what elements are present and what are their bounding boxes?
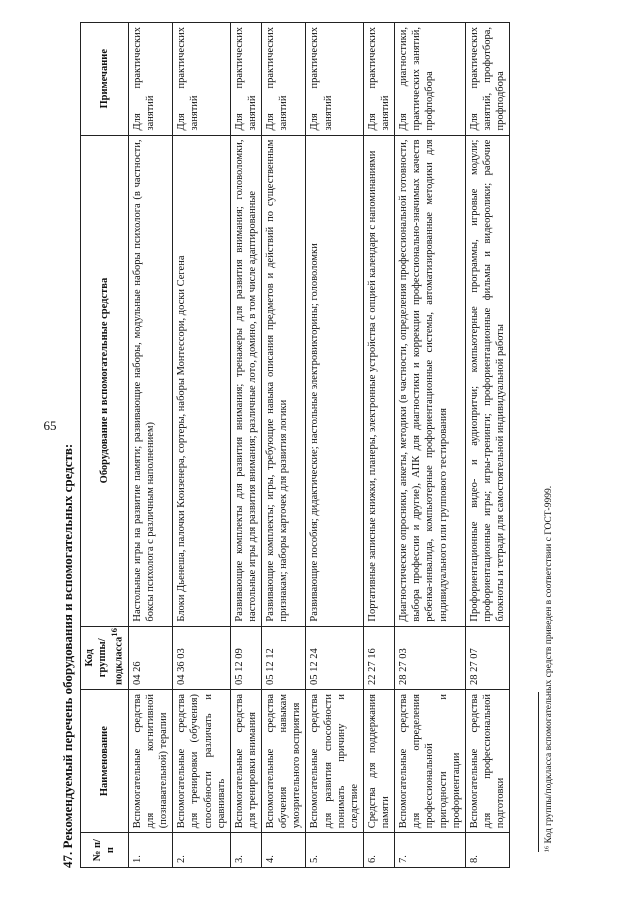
table-row xyxy=(363,23,394,868)
rotated-page-content xyxy=(60,28,580,888)
cell-name: Вспомогательные средства для тренировки (обучения) способности различать и сравнивать xyxy=(173,690,231,833)
cell-note: Для диагностики, практических занятий, профподбора xyxy=(395,23,466,136)
cell-note: Для практических занятий xyxy=(262,23,306,136)
cell-equipment: Настольные игры на развитие памяти; развивающие наборы, модульные наборы психолога (в частности, боксы психолога с различным наполнением) xyxy=(128,135,172,626)
header-equipment: Оборудование и вспомогательные средства xyxy=(81,135,129,626)
cell-num: 1. xyxy=(128,833,172,868)
header-name: Наименование xyxy=(81,690,129,833)
header-num: № п/п xyxy=(81,833,129,868)
cell-name: Вспомогательные средства для когнитивной (познавательной) терапии xyxy=(128,690,172,833)
cell-code: 05 12 24 xyxy=(306,626,364,689)
table-row xyxy=(465,23,509,868)
header-code-footnote-ref: 16 xyxy=(109,628,120,637)
cell-equipment: Развивающие комплекты для развития внимания; тренажеры для развития внимания; головоломки, настольные игры для развития внимания; различные лото, домино, в том числе адаптированные xyxy=(230,135,261,626)
table-row xyxy=(173,23,231,868)
cell-num: 4. xyxy=(262,833,306,868)
cell-num: 7. xyxy=(395,833,466,868)
cell-equipment: Развивающие пособия; дидактические; настольные электровикторины; головоломки xyxy=(306,135,364,626)
cell-equipment: Блоки Дьенеша, палочки Кюизенера, сортеры, наборы Монтессори, доски Сегена xyxy=(173,135,231,626)
cell-num: 5. xyxy=(306,833,364,868)
cell-equipment: Диагностические опросники, анкеты, методики (в частности, определения профессиональной готовности, выбора профессии и другие), АПК для диагностики и коррекции профессионально-значимых качеств ребенка-инвалида, компьютерные профориентационные системы, автоматизированные методики для индивидуального или группового тестирования xyxy=(395,135,466,626)
cell-name: Средства для поддержания памяти xyxy=(363,690,394,833)
cell-note: Для практических занятий xyxy=(128,23,172,136)
cell-code: 05 12 09 xyxy=(230,626,261,689)
cell-num: 2. xyxy=(173,833,231,868)
table-row xyxy=(262,23,306,868)
cell-note: Для практических занятий xyxy=(363,23,394,136)
footnote-divider xyxy=(538,692,539,852)
cell-code: 04 36 03 xyxy=(173,626,231,689)
cell-equipment: Развивающие комплекты; игры, требующие навыка описания предметов и действий по существенным признакам; наборы карточек для развития логики xyxy=(262,135,306,626)
cell-code: 28 27 03 xyxy=(395,626,466,689)
cell-code: 28 27 07 xyxy=(465,626,509,689)
cell-name: Вспомогательные средства для определения профессиональной пригодности и профориентации xyxy=(395,690,466,833)
cell-code: 04 26 xyxy=(128,626,172,689)
cell-equipment: Профориентационные видео- и аудиопритчи; компьютерные программы, игровые модули; профориентационные игры; игры-тренинги; профориентационные фильмы и видеоролики; рабочие блокноты и тетради для самостоятельной индивидуальной работы xyxy=(465,135,509,626)
cell-note: Для практических занятий xyxy=(173,23,231,136)
cell-name: Вспомогательные средства обучения навыкам умозрительного восприятия xyxy=(262,690,306,833)
table-row xyxy=(128,23,172,868)
cell-note: Для практических занятий xyxy=(230,23,261,136)
cell-note: Для практических занятий xyxy=(306,23,364,136)
table-row xyxy=(230,23,261,868)
cell-note: Для практических занятий, профотбора, профподбора xyxy=(465,23,509,136)
page-number: 65 xyxy=(43,418,57,433)
cell-equipment: Портативные записные книжки, планеры, электронные устройства с опцией календаря с напоминаниями xyxy=(363,135,394,626)
equipment-table xyxy=(80,22,510,868)
cell-num: 6. xyxy=(363,833,394,868)
table-header-row xyxy=(81,23,129,868)
footnote: ¹⁶ Код группы/подкласса вспомогательных средств приведен в соответствии с ГОСТ-9999. xyxy=(544,485,554,852)
cell-code: 22 27 16 xyxy=(363,626,394,689)
cell-num: 8. xyxy=(465,833,509,868)
section-heading: 47. Рекомендуемый перечень оборудования и вспомогательных средств: xyxy=(60,443,75,868)
cell-num: 3. xyxy=(230,833,261,868)
header-note: Примечание xyxy=(81,23,129,136)
table-row xyxy=(395,23,466,868)
cell-name: Вспомогательные средства для тренировки внимания xyxy=(230,690,261,833)
header-code xyxy=(81,626,129,689)
cell-code: 05 12 12 xyxy=(262,626,306,689)
cell-name: Вспомогательные средства для развития способности понимать причину и следствие xyxy=(306,690,364,833)
header-code-text: Код группы/ подкласса xyxy=(84,636,125,685)
cell-name: Вспомогательные средства для профессиональной подготовки xyxy=(465,690,509,833)
table-row xyxy=(306,23,364,868)
